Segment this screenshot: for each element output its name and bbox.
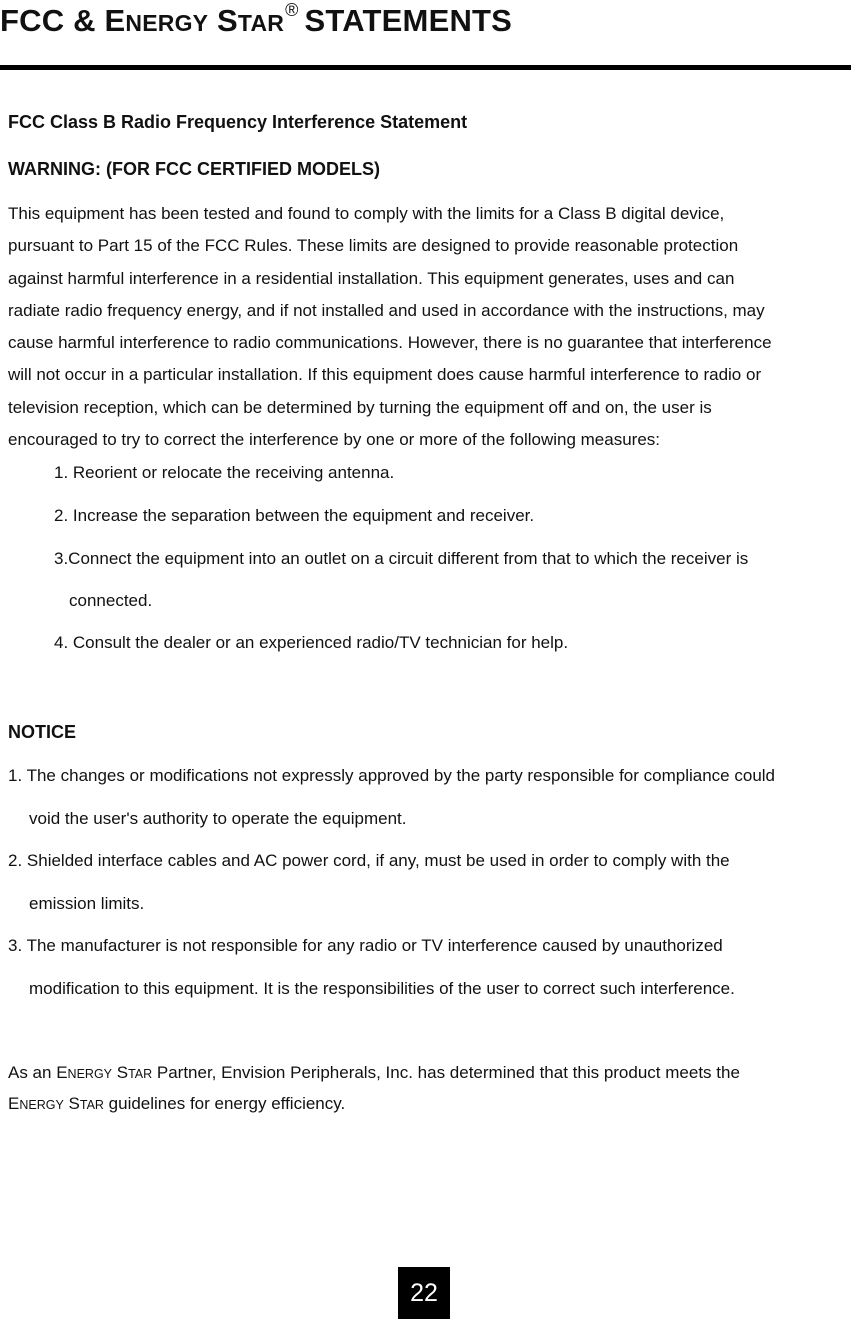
fcc-heading: FCC Class B Radio Frequency Interference Statement [8,112,468,132]
measure-item-continued: connected. [69,591,153,610]
notice-item: 3. The manufacturer is not responsible for any radio or TV interference caused by unauthorized [8,936,723,955]
energy-star-statement-line2: ENERGY STAR guidelines for energy efficiency. [8,1094,346,1113]
page-number: 22 [398,1267,450,1319]
paragraph-line: This equipment has been tested and found to comply with the limits for a Class B digital device, [8,204,725,223]
registered-mark: ® [285,0,299,20]
notice-item-continued: void the user's authority to operate the equipment. [29,809,407,828]
notice-item-continued: emission limits. [29,894,145,913]
measure-item: 1. Reorient or relocate the receiving antenna. [54,463,395,482]
measure-item: 2. Increase the separation between the equipment and receiver. [54,506,535,525]
notice-heading: NOTICE [8,722,77,742]
paragraph-line: television reception, which can be determined by turning the equipment off and on, the user is [8,397,712,417]
paragraph-line: radiate radio frequency energy, and if not installed and used in accordance with the instructions, may [8,300,765,320]
paragraph-line: pursuant to Part 15 of the FCC Rules. These limits are designed to provide reasonable protection [8,236,739,256]
paragraph-line: will not occur in a particular installation. If this equipment does cause harmful interference to radio or [8,365,762,385]
fcc-paragraph [8,198,851,456]
notice-item: 1. The changes or modifications not expressly approved by the party responsible for compliance could [8,766,776,785]
title-divider [0,65,851,70]
paragraph-line: encouraged to try to correct the interference by one or more of the following measures: [8,430,661,450]
page-title: FCC & ENERGY STAR® STATEMENTS [0,0,513,38]
paragraph-line: against harmful interference in a residential installation. This equipment generates, uses and can [8,268,735,288]
energy-star-statement-line1: As an ENERGY STAR Partner, Envision Peripherals, Inc. has determined that this product meets the [8,1063,740,1082]
warning-heading: WARNING: (FOR FCC CERTIFIED MODELS) [8,159,380,179]
measure-item: 4. Consult the dealer or an experienced radio/TV technician for help. [54,633,569,652]
measure-item: 3.Connect the equipment into an outlet on a circuit different from that to which the receiver is [54,549,749,568]
notice-item: 2. Shielded interface cables and AC power cord, if any, must be used in order to comply with the [8,851,730,870]
notice-item-continued: modification to this equipment. It is the responsibilities of the user to correct such interference. [29,979,735,998]
paragraph-line: cause harmful interference to radio communications. However, there is no guarantee that interference [8,333,772,353]
